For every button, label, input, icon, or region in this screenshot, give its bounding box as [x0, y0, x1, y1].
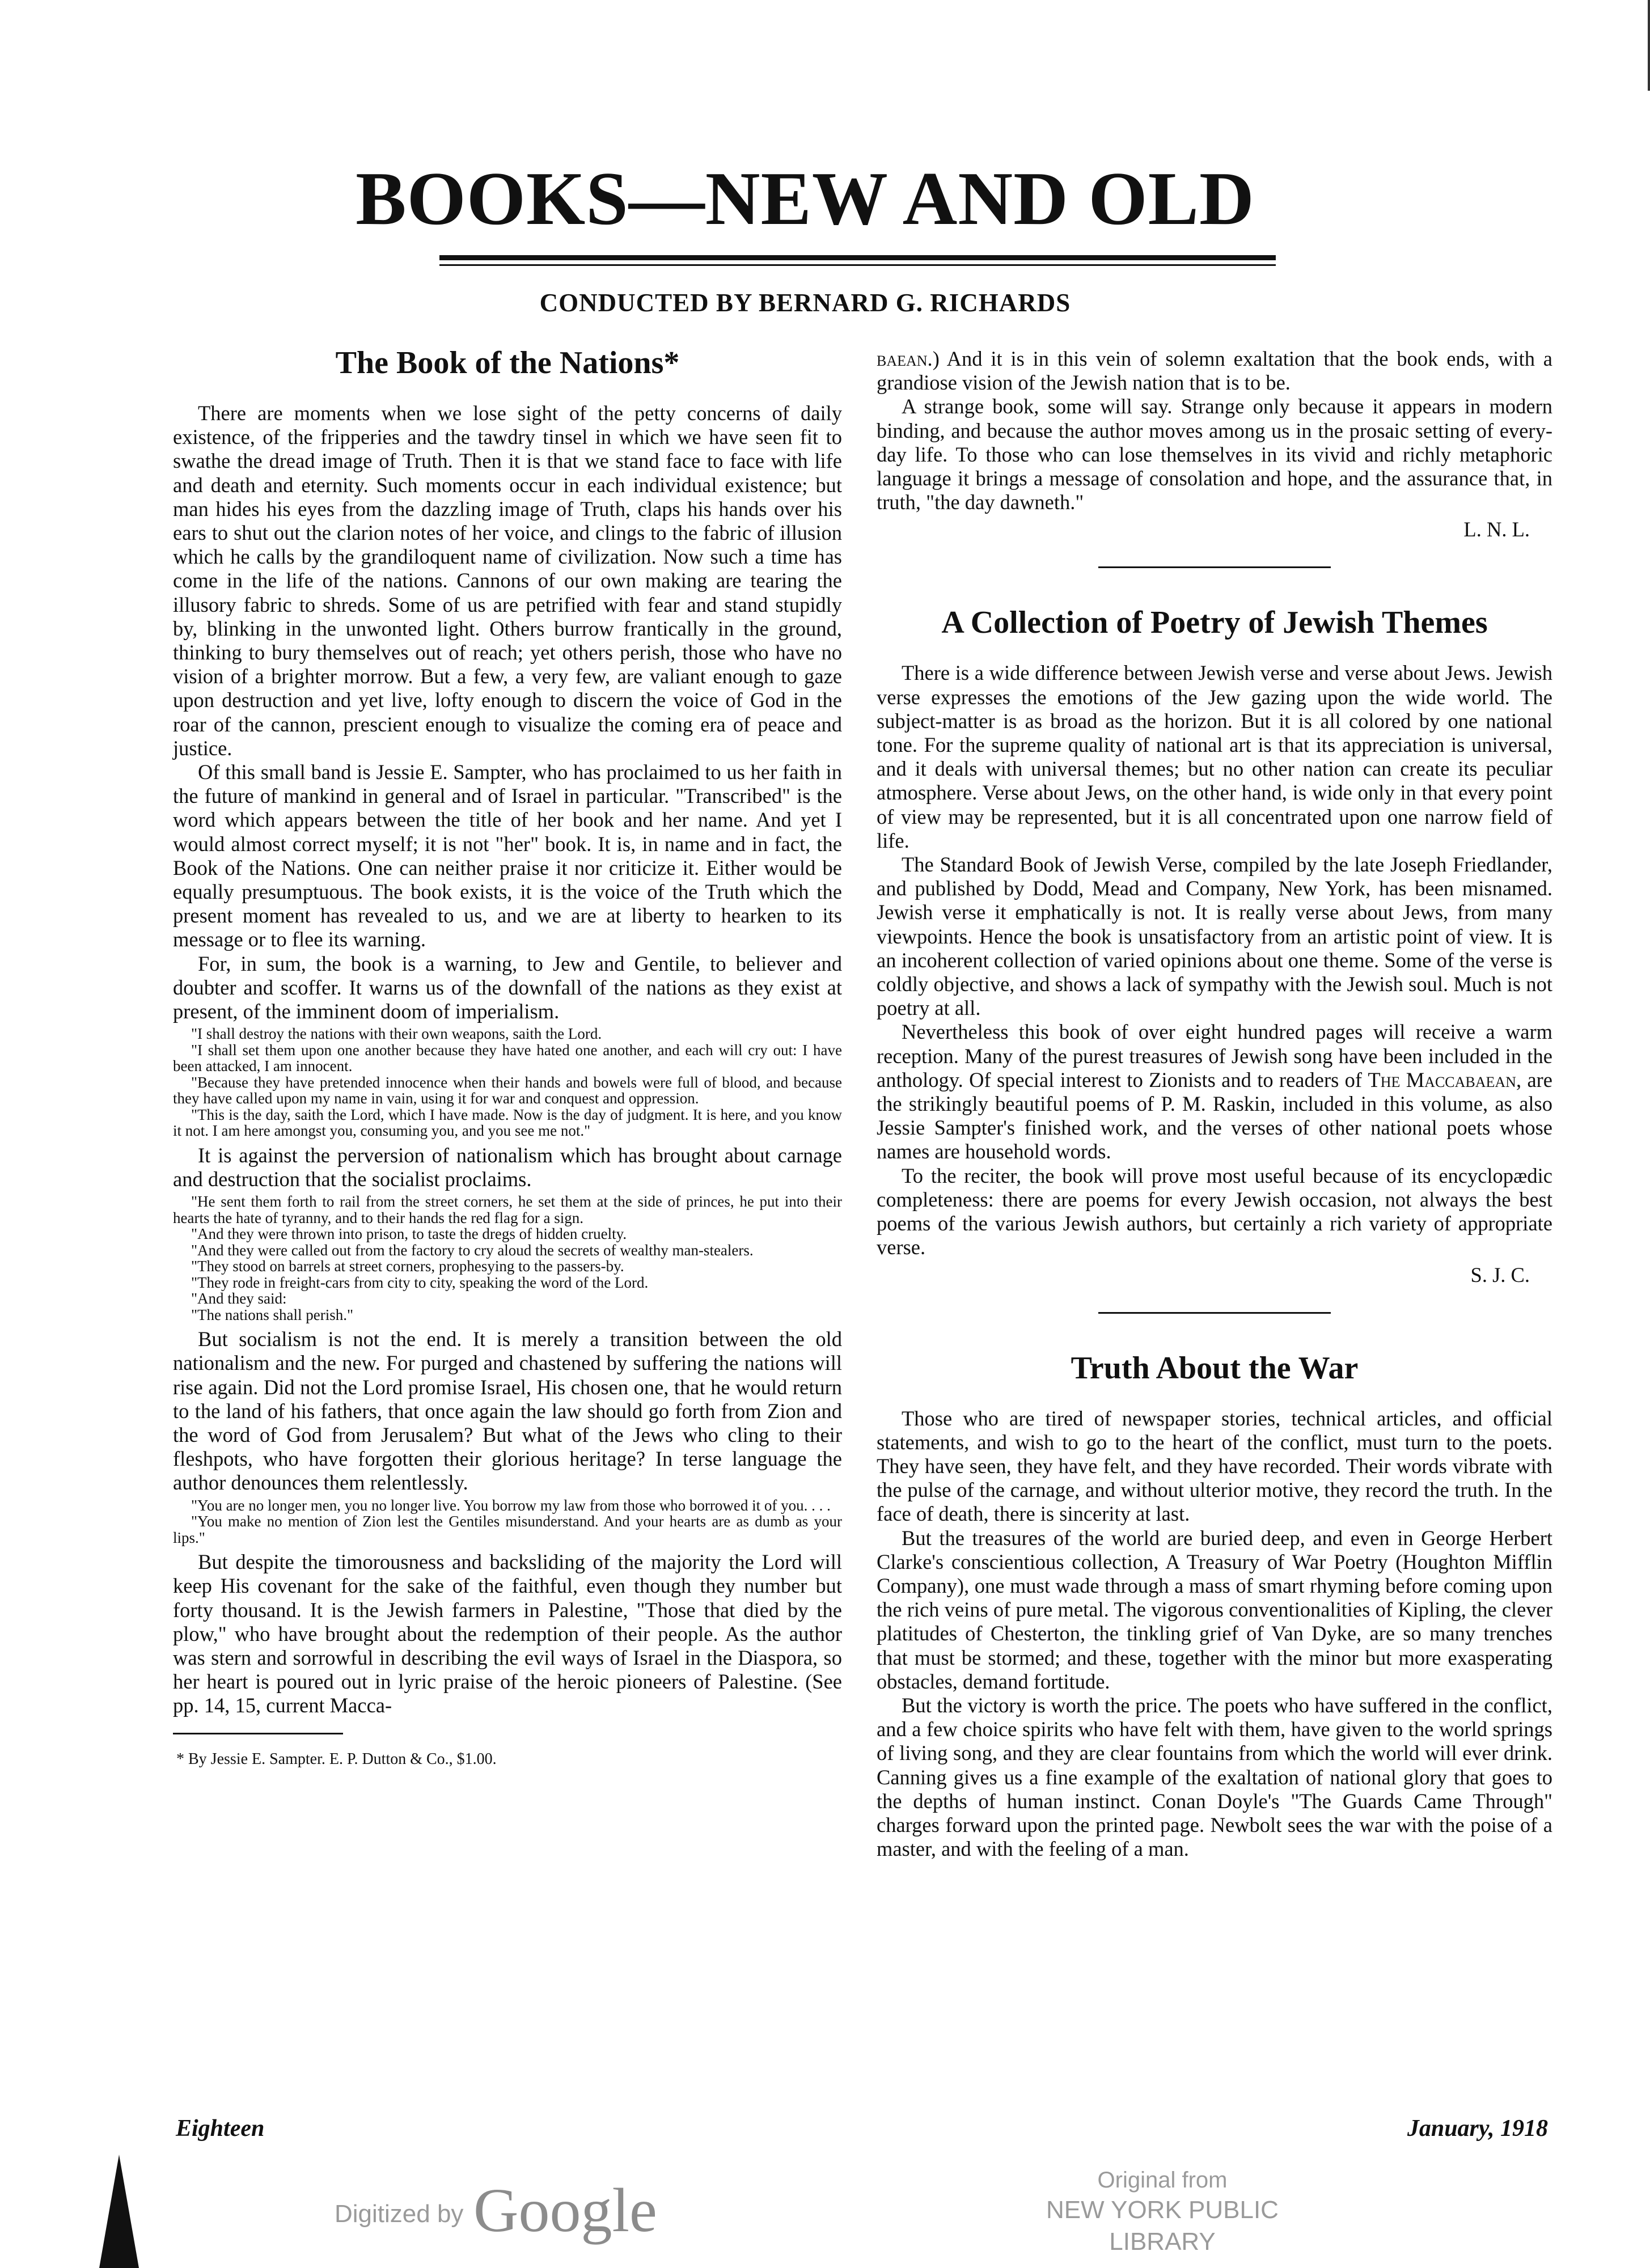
issue-date: January, 1918 — [1407, 2115, 1548, 2142]
paragraph: But the treasures of the world are buried deep, and even in George Herbert Clarke's conscientious collection, A Treasury of War Poetry (Houghton Mifflin Company), one must wade through a mass of smart rhyming before coming upon the rich veins of pure metal. The vigorous conventionalities of Kipling, the clever platitudes of Chesterton, the tinkling grief of Van Dyke, are so many trenches that must be stormed; and these, together with the minor but more exasperating obstacles, demand fortitude. — [877, 1526, 1552, 1693]
quote-line: "And they were called out from the factory to cry aloud the secrets of wealthy man-stealers. — [191, 1241, 754, 1259]
paragraph: It is against the perversion of nationalism which has brought about carnage and destruction that the socialist proclaims. — [173, 1143, 842, 1191]
page-edge-mark — [1648, 0, 1650, 91]
paragraph: There is a wide difference between Jewish verse and verse about Jews. Jewish verse expresses the emotions of the Jew gazing upon the wide world. The subject-matter is as broad as the horizon. But it is all colored by one national tone. For the supreme quality of national art is that its appreciation is universal, and it deals with universal themes; but no other nation can create its peculiar atmosphere. Verse about Jews, on the other hand, is wide only in that every point of view may be represented, but it is all concentrated upon one narrow field of life. — [877, 661, 1552, 852]
paragraph-text: , are the strikingly beautiful poems of P. M. Raskin, included in this volume, as also Jessie Sampter's finished work, and the verses of other national poets whose names are household words. — [877, 1068, 1552, 1163]
paragraph: To the reciter, the book will prove most useful because of its encyclopædic completeness: there are poems for every Jewish occasion, not always the best poems of the various Jewish authors, but certainly a rich variety of appropriate verse. — [877, 1163, 1552, 1259]
right-column — [877, 347, 1552, 1861]
quote-line: "They rode in freight-cars from city to city, speaking the word of the Lord. — [191, 1273, 649, 1291]
scan-edge-shadow — [99, 2155, 139, 2268]
original-from-label: Original from — [1097, 2168, 1228, 2193]
quote-line: "You are no longer men, you no longer live. You borrow my law from those who borrowed it of you. . . . — [191, 1496, 831, 1514]
quote-line: "The nations shall perish." — [191, 1306, 353, 1323]
section-divider — [1098, 1312, 1331, 1314]
quote-line: "You make no mention of Zion lest the Gentiles misunderstand. And your hearts are as dumb as your lips." — [173, 1513, 842, 1546]
page-number: Eighteen — [176, 2115, 265, 2142]
paragraph: But socialism is not the end. It is merely a transition between the old nationalism and the new. For purged and chastened by suffering the nations will rise again. Did not the Lord promise Israel, His chosen one, that he would return to the land of his fathers, that once again the law should go forth from Zion and the word of God from Jerusalem? But what of the Jews who cling to their fleshpots, who have forgotten their glorious heritage? In terse language the author denounces them relentlessly. — [173, 1327, 842, 1495]
quote-line: "I shall destroy the nations with their own weapons, saith the Lord. — [191, 1025, 602, 1043]
quote-line: "And they said: — [191, 1290, 287, 1308]
title-rule-thin — [439, 264, 1276, 266]
library-watermark — [992, 2166, 1332, 2258]
magazine-name: The Maccabaean — [1368, 1068, 1516, 1091]
review-heading-book-of-nations: The Book of the Nations* — [335, 345, 680, 380]
digitized-label: Digitized by — [335, 2200, 464, 2228]
paragraph: A strange book, some will say. Strange only because it appears in modern binding, and because the author moves among us in the prosaic setting of every-day life. To those who can lose themselves in its vivid and richly metaphoric language it brings a message of consolation and hope, and the assurance that, in truth, "the day dawneth." — [877, 395, 1552, 514]
paragraph: There are moments when we lose sight of the petty concerns of daily existence, of the fripperies and the tawdry tinsel in which we have seen fit to swathe the dread image of Truth. Then it is that we stand face to face with life and death and eternity. Such moments occur in each individual existence; but man hides his eyes from the dazzling image of Truth, claps his hands over his ears to shut out the clarion notes of her voice, and clings to the fabric of illusion which he calls by the grandiloquent name of civilization. Now such a time has come in the life of the nations. Cannons of our own making are tearing the illusory fabric to shreds. Some of us are petrified with fear and stand stupidly by, blinking in the unwonted light. Others burrow frantically in the ground, thinking to bury themselves out of reach; yet others perish, those who have no vision of a brighter morrow. But a few, a very few, are valiant enough to gaze upon destruction and yet live, lofty enough to discern the voice of God in the roar of the cannon, prescient enough to visualize the coming era of peace and justice. — [173, 401, 842, 760]
footnote: * By Jessie E. Sampter. E. P. Dutton & Co., $1.00. — [176, 1750, 497, 1768]
title-rule-thick — [439, 255, 1276, 260]
quote-line: "And they were thrown into prison, to taste the dregs of hidden cruelty. — [191, 1225, 627, 1243]
paragraph: But despite the timorousness and backsliding of the majority the Lord will keep His covenant for the sake of the faithful, even though they number but forty thousand. It is the Jewish farmers in Palestine, "Those that died by the plow," who have brought about the redemption of their people. As the author was stern and sorrowful in describing the evil ways of Israel in the Diaspora, so her heart is poured out in lyric praise of the heroic pioneers of Palestine. (See pp. 14, 15, current Macca- — [173, 1550, 842, 1717]
review-signature: L. N. L. — [1463, 518, 1530, 541]
left-column — [173, 340, 842, 1768]
paragraph: For, in sum, the book is a warning, to Jew and Gentile, to believer and doubter and scoffer. It warns us of the downfall of the nations as they exist at present, of the imminent doom of imperialism. — [173, 951, 842, 1023]
footnote-rule — [173, 1733, 343, 1734]
block-quote — [173, 1194, 842, 1323]
library-name: NEW YORK PUBLIC LIBRARY — [1046, 2196, 1279, 2256]
paragraph-text: ) And it is in this vein of solemn exaltation that the book ends, with a grandiose vision of the Jewish nation that is to be. — [877, 347, 1552, 395]
paragraph: Those who are tired of newspaper stories, technical articles, and official statements, and wish to go to the heart of the conflict, must turn to the poets. They have seen, they have felt, and they have recorded. Their words vibrate with the pulse of the carnage, and without ulterior motive, they record the truth. In the face of death, there is sincerity at last. — [877, 1406, 1552, 1526]
quote-line: "I shall set them upon one another because they have hated one another, and each will cry out: I have been attacked, I am innocent. — [173, 1041, 842, 1075]
paragraph-continued — [877, 347, 1552, 395]
quote-line: "This is the day, saith the Lord, which I have made. Now is the day of judgment. It is here, and you know it not. I am here amongst you, consuming you, and you see me not." — [173, 1106, 842, 1140]
page-title: BOOKS—NEW AND OLD — [356, 156, 1255, 240]
review-signature: S. J. C. — [1470, 1263, 1530, 1287]
paragraph-text: Nevertheless this book of over eight hundred pages will receive a warm reception. Many of the purest treasures of Jewish song have been included in the anthology. Of special interest to Zionists and to readers of — [877, 1020, 1552, 1091]
paragraph: The Standard Book of Jewish Verse, compiled by the late Joseph Friedlander, and published by Dodd, Mead and Company, New York, has been misnamed. Jewish verse it emphatically is not. It is really verse about Jews, from many viewpoints. Hence the book is unsatisfactory from an artistic point of view. It is an incoherent collection of varied opinions about one theme. Some of the verse is coldly objective, and shows a lack of sympathy with the Jewish soul. Much is not poetry at all. — [877, 853, 1552, 1020]
paragraph: But the victory is worth the price. The poets who have suffered in the conflict, and a few choice spirits who have felt with them, have given to the world springs of living song, and they are clear fountains from which the world will ever drink. Canning gives us a fine example of the exaltation of national glory that goes to the depths of human instinct. Conan Doyle's "The Guards Came Through" charges forward upon the printed page. Newbolt sees the war with the poise of a master, and with the feeling of a man. — [877, 1693, 1552, 1861]
quote-line: "They stood on barrels at street corners, prophesying to the passers-by. — [191, 1258, 624, 1275]
review-heading-poetry-collection: A Collection of Poetry of Jewish Themes — [941, 605, 1488, 641]
review-heading-truth-about-war: Truth About the War — [1071, 1350, 1359, 1386]
block-quote — [173, 1497, 842, 1546]
section-divider — [1098, 566, 1331, 568]
byline: CONDUCTED BY BERNARD G. RICHARDS — [539, 289, 1071, 317]
quote-line: "He sent them forth to rail from the street corners, he set them at the side of princes, he put into their hearts the hate of tyranny, and to their hands the red flag for a sign. — [173, 1193, 842, 1226]
google-logo: Google — [473, 2176, 657, 2245]
paragraph — [877, 1020, 1552, 1163]
block-quote — [173, 1026, 842, 1139]
magazine-name-fragment: baean. — [877, 347, 933, 370]
paragraph: Of this small band is Jessie E. Sampter, who has proclaimed to us her faith in the future of mankind in general and of Israel in particular. "Transcribed" is the word which appears between the title of her book and her name. And yet I would almost correct myself; it is not "her" book. It is, in name and in fact, the Book of the Nations. One can neither praise it nor criticize it. Either would be equally presumptuous. The book exists, it is the voice of the Truth which the present moment has revealed to us, and we are at liberty to hearken to its message or to flee its warning. — [173, 760, 842, 951]
quote-line: "Because they have pretended innocence when their hands and bowels were full of blood, and because they have called upon my name in vain, using it for war and conquest and oppression. — [173, 1073, 842, 1107]
